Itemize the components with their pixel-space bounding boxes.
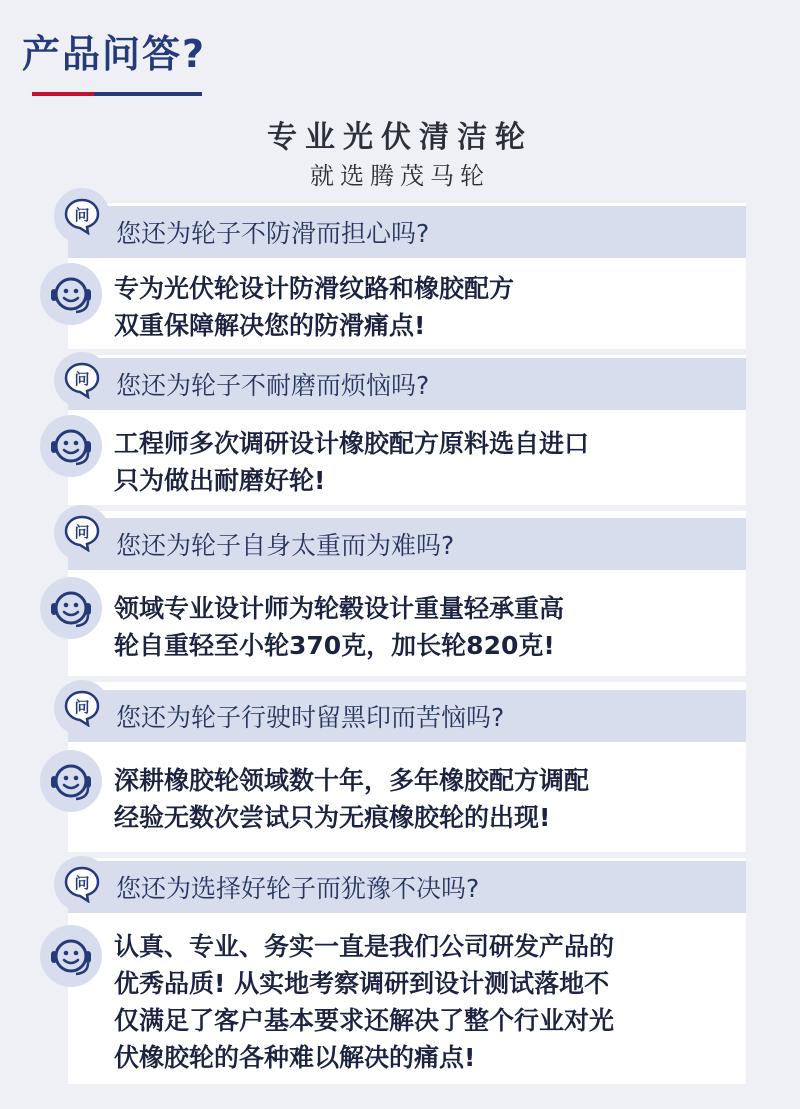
headset-smiley-icon xyxy=(40,750,102,812)
svg-text:问: 问 xyxy=(74,874,90,892)
headset-smiley-icon xyxy=(40,415,102,477)
chat-bubble-icon xyxy=(54,680,110,736)
faq-question-band xyxy=(68,861,746,913)
svg-text:问: 问 xyxy=(74,523,90,541)
faq-question: 您还为轮子不耐磨而烦恼吗? xyxy=(116,371,430,400)
faq-answer: 深耕橡胶轮领域数十年，多年橡胶配方调配 经验无数次尝试只为无痕橡胶轮的出现! xyxy=(114,766,590,832)
page-title: 产品问答? xyxy=(22,32,207,76)
slogan-sub: 就选腾茂马轮 xyxy=(310,162,490,190)
headset-smiley-icon xyxy=(40,577,102,639)
headset-smiley-icon xyxy=(40,263,102,325)
slogan-main: 专业光伏清洁轮 xyxy=(267,120,533,155)
svg-text:问: 问 xyxy=(74,370,90,388)
faq-question: 您还为轮子不防滑而担心吗? xyxy=(116,219,430,248)
faq-question-band xyxy=(68,206,746,258)
section-header xyxy=(22,26,206,82)
chat-bubble-icon xyxy=(54,188,110,244)
faq-question: 您还为轮子自身太重而为难吗? xyxy=(116,531,455,560)
svg-text:问: 问 xyxy=(74,206,90,224)
title-underline xyxy=(32,92,202,96)
faq-answer: 专为光伏轮设计防滑纹路和橡胶配方 双重保障解决您的防滑痛点! xyxy=(114,274,515,340)
faq-question: 您还为轮子行驶时留黑印而苦恼吗? xyxy=(116,703,505,732)
faq-question: 您还为选择好轮子而犹豫不决吗? xyxy=(116,874,480,903)
chat-bubble-icon xyxy=(54,856,110,912)
svg-text:问: 问 xyxy=(74,698,90,716)
faq-question-band xyxy=(68,358,746,410)
faq-answer: 领域专业设计师为轮毂设计重量轻承重高 轮自重轻至小轮370克，加长轮820克! xyxy=(114,594,565,660)
headset-smiley-icon xyxy=(40,925,102,987)
faq-answer: 工程师多次调研设计橡胶配方原料选自进口 只为做出耐磨好轮! xyxy=(114,429,590,495)
faq-question-band xyxy=(68,690,746,742)
chat-bubble-icon xyxy=(54,505,110,561)
faq-answer: 认真、专业、务实一直是我们公司研发产品的 优秀品质! 从实地考察调研到设计测试落地不 仅满足了客户基本要求还解决了整个行业对光 伏橡胶轮的各种难以解决的痛点! xyxy=(114,932,615,1072)
chat-bubble-icon xyxy=(54,352,110,408)
faq-question-band xyxy=(68,518,746,570)
